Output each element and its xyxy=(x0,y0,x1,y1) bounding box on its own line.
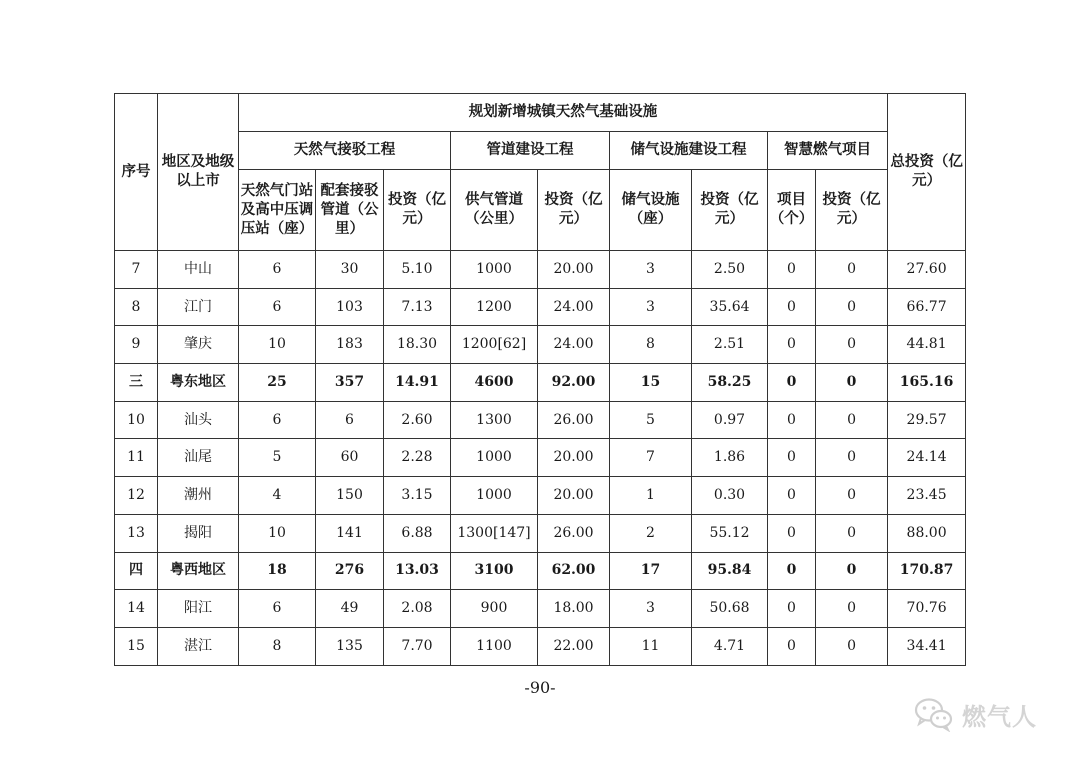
table-row xyxy=(115,326,966,364)
table-cell: 6.88 xyxy=(384,514,451,552)
page-number: -90- xyxy=(524,678,556,697)
cell-seq: 8 xyxy=(115,288,158,326)
table-cell: 24.00 xyxy=(538,288,610,326)
cell-region: 汕尾 xyxy=(158,439,239,477)
table-cell: 58.25 xyxy=(692,364,768,402)
table-cell: 18 xyxy=(239,552,316,590)
table-cell: 14.91 xyxy=(384,364,451,402)
table-cell: 5.10 xyxy=(384,251,451,289)
table-row xyxy=(115,251,966,289)
table-cell: 34.41 xyxy=(888,627,966,665)
table-cell: 3.15 xyxy=(384,477,451,515)
table-cell: 3 xyxy=(610,288,692,326)
table-cell: 0 xyxy=(768,590,816,628)
watermark-text: 燃气人 xyxy=(962,702,1037,731)
table-row xyxy=(115,288,966,326)
table-cell: 276 xyxy=(316,552,384,590)
header-subgroup: 智慧燃气项目 xyxy=(768,132,888,170)
table-cell: 0.30 xyxy=(692,477,768,515)
table-cell: 0 xyxy=(816,364,888,402)
table-cell: 2.51 xyxy=(692,326,768,364)
table-cell: 1200 xyxy=(451,288,538,326)
cell-region: 粤西地区 xyxy=(158,552,239,590)
cell-seq: 7 xyxy=(115,251,158,289)
table-cell: 6 xyxy=(239,590,316,628)
table-cell: 165.16 xyxy=(888,364,966,402)
table-cell: 2 xyxy=(610,514,692,552)
investment-table xyxy=(114,93,966,666)
header-col: 项目（个） xyxy=(768,170,816,251)
table-cell: 0 xyxy=(768,439,816,477)
table-cell: 24.14 xyxy=(888,439,966,477)
table-row xyxy=(115,477,966,515)
table-cell: 0 xyxy=(816,439,888,477)
table-cell: 1300[147] xyxy=(451,514,538,552)
table-cell: 29.57 xyxy=(888,401,966,439)
watermark xyxy=(914,692,1037,736)
table-cell: 135 xyxy=(316,627,384,665)
table-cell: 10 xyxy=(239,326,316,364)
table-cell: 0 xyxy=(816,590,888,628)
table-cell: 7.13 xyxy=(384,288,451,326)
table-cell: 3100 xyxy=(451,552,538,590)
table-cell: 0 xyxy=(768,364,816,402)
table-cell: 5 xyxy=(239,439,316,477)
table-cell: 103 xyxy=(316,288,384,326)
table-cell: 11 xyxy=(610,627,692,665)
table-cell: 1200[62] xyxy=(451,326,538,364)
table-cell: 26.00 xyxy=(538,401,610,439)
header-subgroup: 天然气接驳工程 xyxy=(239,132,451,170)
table-cell: 44.81 xyxy=(888,326,966,364)
table-cell: 0 xyxy=(816,326,888,364)
table-cell: 3 xyxy=(610,590,692,628)
table-cell: 20.00 xyxy=(538,251,610,289)
table-cell: 4 xyxy=(239,477,316,515)
table-cell: 0.97 xyxy=(692,401,768,439)
table-row xyxy=(115,627,966,665)
table-cell: 0 xyxy=(768,326,816,364)
table-cell: 88.00 xyxy=(888,514,966,552)
cell-region: 中山 xyxy=(158,251,239,289)
table-cell: 18.00 xyxy=(538,590,610,628)
header-col: 投资（亿元） xyxy=(538,170,610,251)
cell-region: 汕头 xyxy=(158,401,239,439)
table-cell: 30 xyxy=(316,251,384,289)
table-cell: 141 xyxy=(316,514,384,552)
table-cell: 0 xyxy=(768,401,816,439)
table-cell: 1 xyxy=(610,477,692,515)
table-cell: 0 xyxy=(816,514,888,552)
table-cell: 0 xyxy=(768,251,816,289)
table-cell: 0 xyxy=(816,251,888,289)
table-cell: 17 xyxy=(610,552,692,590)
cell-seq: 11 xyxy=(115,439,158,477)
table-cell: 7.70 xyxy=(384,627,451,665)
header-seq: 序号 xyxy=(115,94,158,251)
table-cell: 6 xyxy=(239,401,316,439)
header-col: 供气管道（公里） xyxy=(451,170,538,251)
cell-seq: 12 xyxy=(115,477,158,515)
header-col: 天然气门站及高中压调压站（座） xyxy=(239,170,316,251)
header-col: 储气设施（座） xyxy=(610,170,692,251)
table-cell: 50.68 xyxy=(692,590,768,628)
table-cell: 60 xyxy=(316,439,384,477)
table-cell: 5 xyxy=(610,401,692,439)
table-cell: 1000 xyxy=(451,251,538,289)
summary-row xyxy=(115,364,966,402)
cell-seq: 10 xyxy=(115,401,158,439)
table-cell: 6 xyxy=(239,251,316,289)
cell-region: 江门 xyxy=(158,288,239,326)
header-col: 投资（亿元） xyxy=(384,170,451,251)
table-cell: 0 xyxy=(768,288,816,326)
cell-region: 粤东地区 xyxy=(158,364,239,402)
table-cell: 95.84 xyxy=(692,552,768,590)
cell-region: 湛江 xyxy=(158,627,239,665)
cell-seq: 14 xyxy=(115,590,158,628)
cell-seq: 四 xyxy=(115,552,158,590)
table-cell: 0 xyxy=(816,401,888,439)
table-cell: 1300 xyxy=(451,401,538,439)
cell-seq: 13 xyxy=(115,514,158,552)
header-col: 配套接驳管道（公里） xyxy=(316,170,384,251)
table-cell: 8 xyxy=(610,326,692,364)
table-cell: 2.28 xyxy=(384,439,451,477)
table-cell: 66.77 xyxy=(888,288,966,326)
table-cell: 35.64 xyxy=(692,288,768,326)
table-cell: 55.12 xyxy=(692,514,768,552)
wechat-logo-icon xyxy=(914,696,954,732)
cell-region: 阳江 xyxy=(158,590,239,628)
table-cell: 13.03 xyxy=(384,552,451,590)
table-cell: 1.86 xyxy=(692,439,768,477)
table-cell: 2.08 xyxy=(384,590,451,628)
table-cell: 183 xyxy=(316,326,384,364)
cell-seq: 9 xyxy=(115,326,158,364)
table-cell: 0 xyxy=(768,552,816,590)
table-cell: 1000 xyxy=(451,477,538,515)
header-group-title: 规划新增城镇天然气基础设施 xyxy=(239,94,888,132)
table-cell: 150 xyxy=(316,477,384,515)
table-cell: 22.00 xyxy=(538,627,610,665)
table-cell: 0 xyxy=(816,627,888,665)
cell-seq: 三 xyxy=(115,364,158,402)
header-subgroup: 管道建设工程 xyxy=(451,132,610,170)
table-cell: 1100 xyxy=(451,627,538,665)
table-cell: 92.00 xyxy=(538,364,610,402)
table-cell: 26.00 xyxy=(538,514,610,552)
table-cell: 6 xyxy=(316,401,384,439)
table-cell: 0 xyxy=(768,514,816,552)
table-cell: 70.76 xyxy=(888,590,966,628)
table-cell: 8 xyxy=(239,627,316,665)
table-cell: 4.71 xyxy=(692,627,768,665)
table-cell: 27.60 xyxy=(888,251,966,289)
table-body xyxy=(115,251,966,666)
table-cell: 0 xyxy=(816,552,888,590)
table-cell: 2.60 xyxy=(384,401,451,439)
table-row xyxy=(115,401,966,439)
table-cell: 15 xyxy=(610,364,692,402)
table-cell: 24.00 xyxy=(538,326,610,364)
table-cell: 357 xyxy=(316,364,384,402)
table-cell: 20.00 xyxy=(538,477,610,515)
summary-row xyxy=(115,552,966,590)
table-cell: 49 xyxy=(316,590,384,628)
table-cell: 900 xyxy=(451,590,538,628)
table-cell: 0 xyxy=(816,288,888,326)
table-cell: 6 xyxy=(239,288,316,326)
table-cell: 0 xyxy=(816,477,888,515)
table-cell: 62.00 xyxy=(538,552,610,590)
table-cell: 4600 xyxy=(451,364,538,402)
header-total: 总投资（亿元） xyxy=(888,94,966,251)
table-cell: 20.00 xyxy=(538,439,610,477)
cell-region: 揭阳 xyxy=(158,514,239,552)
header-region: 地区及地级以上市 xyxy=(158,94,239,251)
cell-region: 潮州 xyxy=(158,477,239,515)
table-cell: 2.50 xyxy=(692,251,768,289)
table-cell: 10 xyxy=(239,514,316,552)
table-cell: 25 xyxy=(239,364,316,402)
table-cell: 1000 xyxy=(451,439,538,477)
table-cell: 0 xyxy=(768,477,816,515)
cell-seq: 15 xyxy=(115,627,158,665)
table-row xyxy=(115,590,966,628)
table-row xyxy=(115,439,966,477)
table-cell: 3 xyxy=(610,251,692,289)
table-cell: 23.45 xyxy=(888,477,966,515)
table-cell: 170.87 xyxy=(888,552,966,590)
table-cell: 18.30 xyxy=(384,326,451,364)
table-cell: 0 xyxy=(768,627,816,665)
header-subgroup: 储气设施建设工程 xyxy=(610,132,768,170)
header-col: 投资（亿元） xyxy=(692,170,768,251)
cell-region: 肇庆 xyxy=(158,326,239,364)
header-col: 投资（亿元） xyxy=(816,170,888,251)
table-row xyxy=(115,514,966,552)
table-cell: 7 xyxy=(610,439,692,477)
